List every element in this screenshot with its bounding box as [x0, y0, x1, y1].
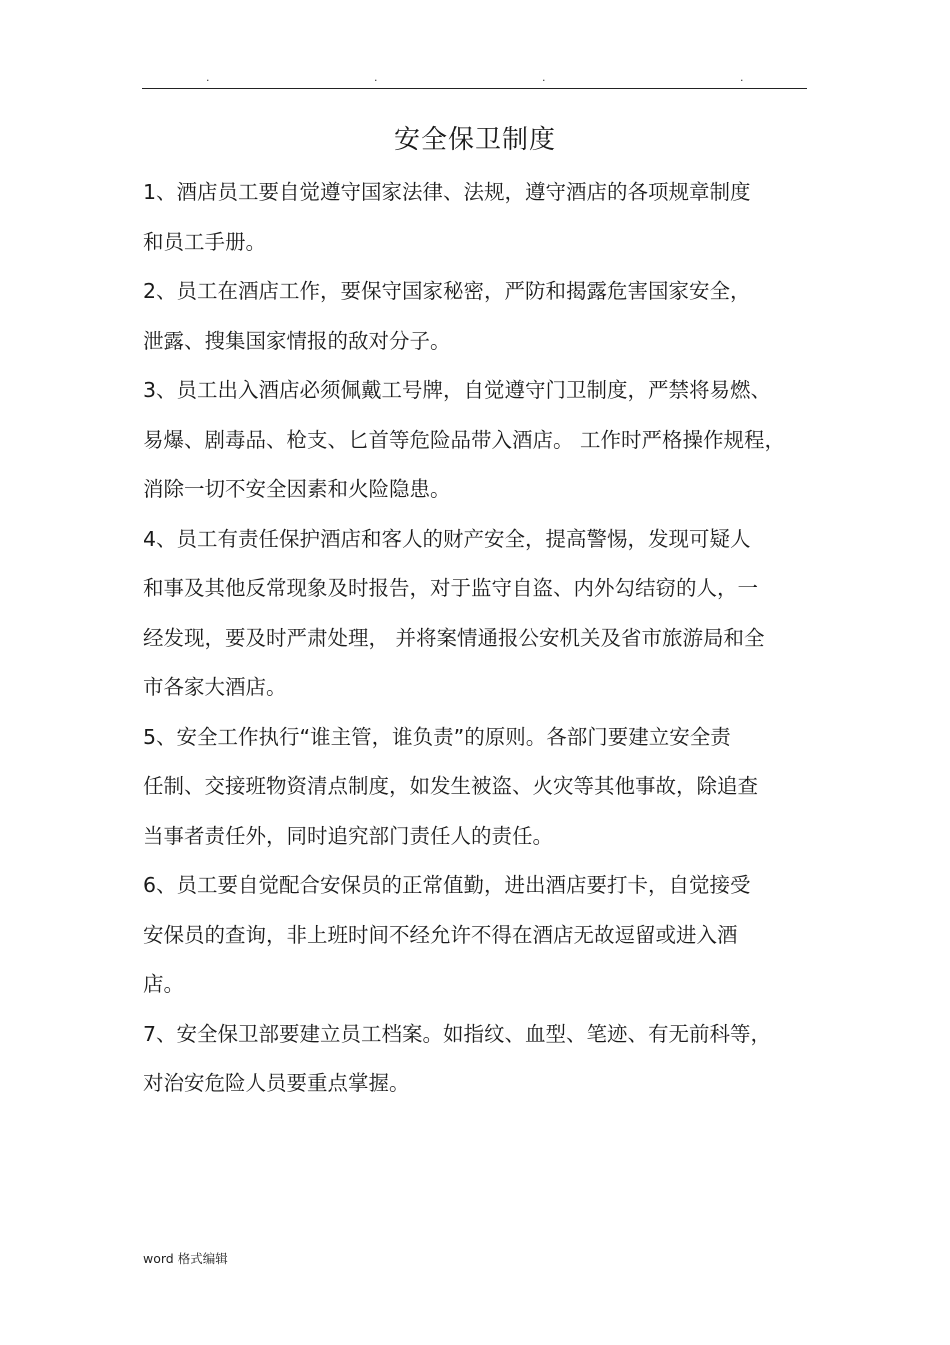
paragraph-line: 任制、交接班物资清点制度，如发生被盗、火灾等其他事故，除追查 — [143, 774, 758, 798]
paragraph-line: 2、员工在酒店工作，要保守国家秘密，严防和揭露危害国家安全， — [143, 279, 751, 303]
paragraph-line: 1、酒店员工要自觉遵守国家法律、法规，遵守酒店的各项规章制度 — [143, 180, 751, 204]
paragraph-line: 和员工手册。 — [143, 229, 266, 254]
header-dots — [142, 72, 807, 84]
paragraph-line: 5、安全工作执行“谁主管，谁负责”的原则。各部门要建立安全责 — [143, 724, 731, 749]
footer-note: word 格式编辑 — [143, 1251, 228, 1266]
paragraph-line: 3、员工出入酒店必须佩戴工号牌，自觉遵守门卫制度，严禁将易燃、 — [143, 378, 772, 402]
header-rule — [142, 88, 807, 89]
paragraph-line: 店。 — [143, 972, 184, 996]
paragraph-line: 7、安全保卫部要建立员工档案。如指纹、血型、笔迹、有无前科等， — [143, 1021, 772, 1046]
paragraph-line: 和事及其他反常现象及时报告，对于监守自盗、内外勾结窃的人，一 — [143, 576, 758, 600]
paragraph-line: 对治安危险人员要重点掌握。 — [143, 1071, 410, 1095]
paragraph-line: 经发现，要及时严肃处理， 并将案情通报公安机关及省市旅游局和全 — [143, 625, 765, 650]
paragraph-line: 安保员的查询，非上班时间不经允许不得在酒店无故逗留或进入酒 — [143, 922, 738, 947]
paragraph-line: 易爆、剧毒品、枪支、匕首等危险品带入酒店。 工作时严格操作规程， — [143, 427, 786, 452]
document-title: 安全保卫制度 — [393, 125, 556, 155]
paragraph-line: 当事者责任外，同时追究部门责任人的责任。 — [143, 823, 553, 848]
paragraph-line: 消除一切不安全因素和火险隐患。 — [143, 477, 451, 501]
paragraph-line: 市各家大酒店。 — [143, 675, 287, 699]
header-dot: . — [374, 71, 378, 84]
document-body — [143, 174, 803, 1102]
paragraph-line: 泄露、搜集国家情报的敌对分子。 — [143, 328, 451, 353]
paragraph-line: 4、员工有责任保护酒店和客人的财产安全，提高警惕，发现可疑人 — [143, 526, 751, 551]
header-dot: . — [542, 71, 546, 84]
header-dot: . — [740, 71, 744, 84]
paragraph-line: 6、员工要自觉配合安保员的正常值勤，进出酒店要打卡，自觉接受 — [143, 873, 751, 897]
header-dot: . — [206, 71, 210, 84]
